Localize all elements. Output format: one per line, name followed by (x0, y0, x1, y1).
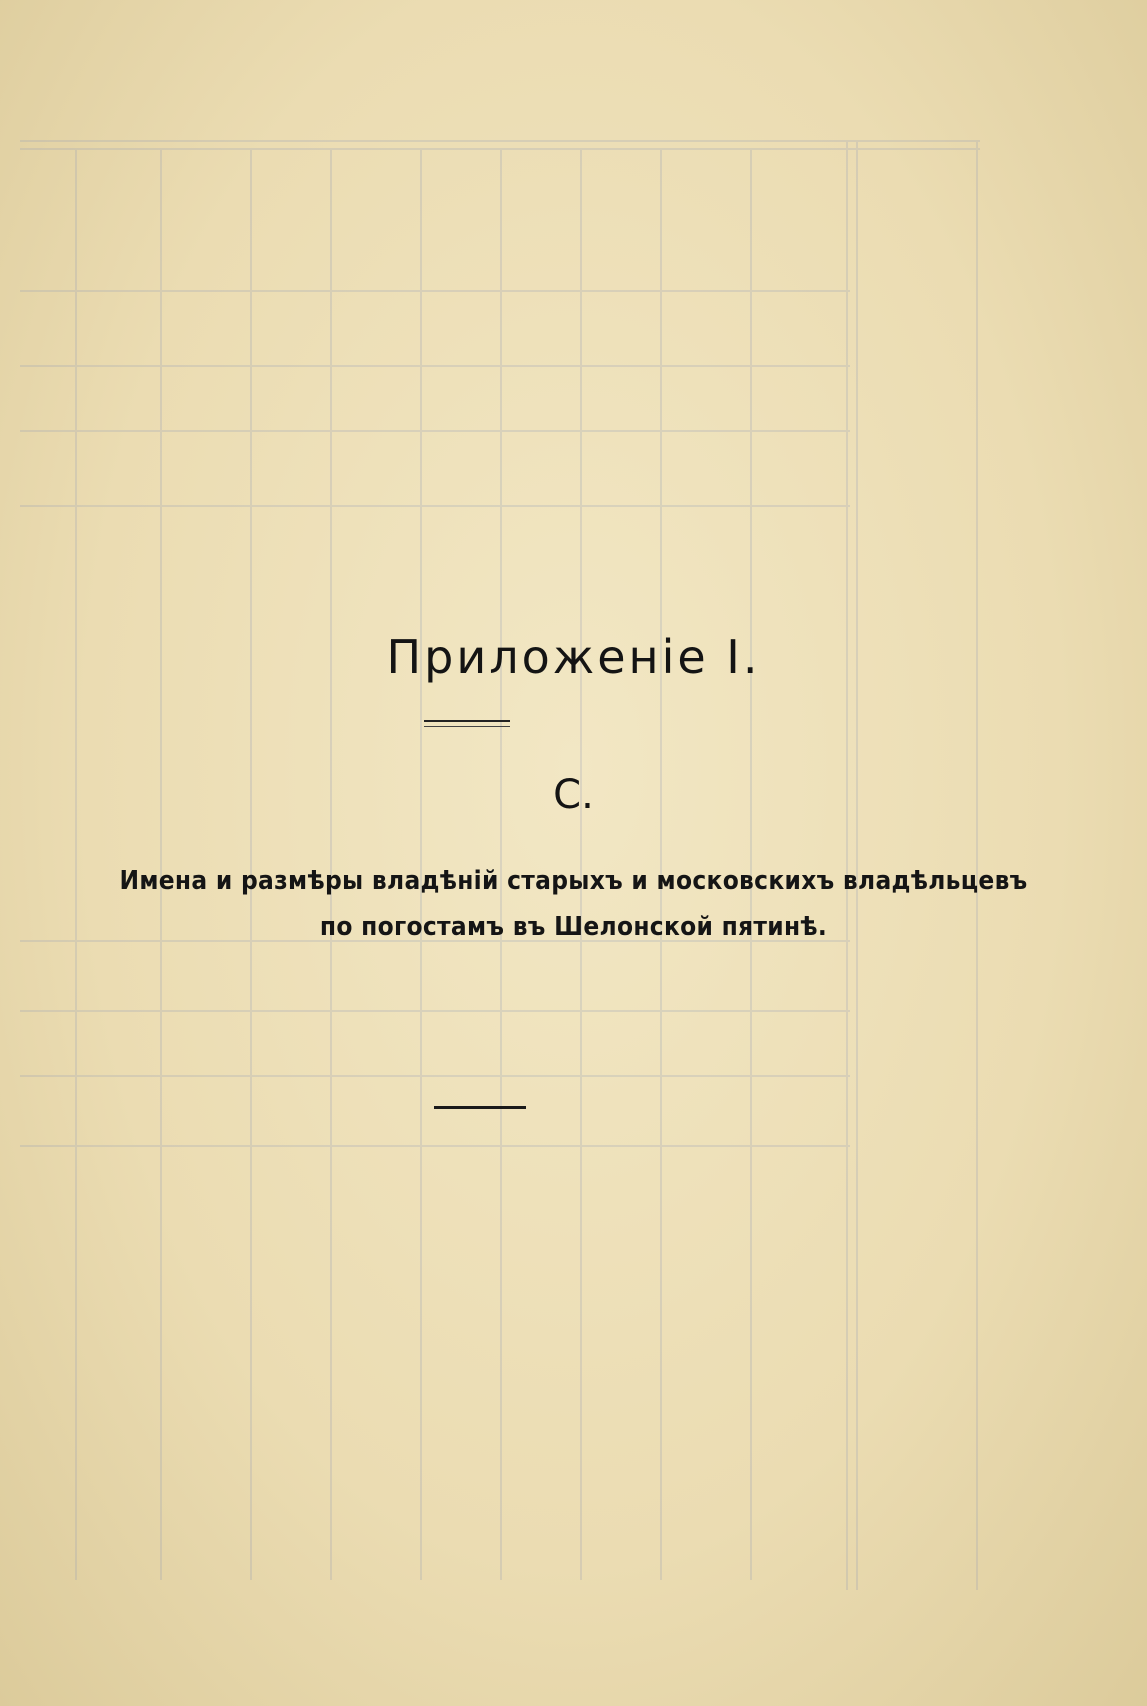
subtitle-line-1: Имена и размѣры владѣнiй старыхъ и московскихъ владѣльцевъ (119, 866, 1028, 896)
closing-rule (434, 1106, 526, 1109)
section-letter: С. (553, 772, 594, 818)
heading-rule-thin (424, 726, 510, 727)
heading-rule (424, 720, 510, 722)
subtitle-line-2: по погостамъ въ Шелонской пятинѣ. (319, 912, 828, 942)
appendix-heading: Приложенiе I. (386, 630, 761, 684)
subtitle (0, 858, 1147, 950)
